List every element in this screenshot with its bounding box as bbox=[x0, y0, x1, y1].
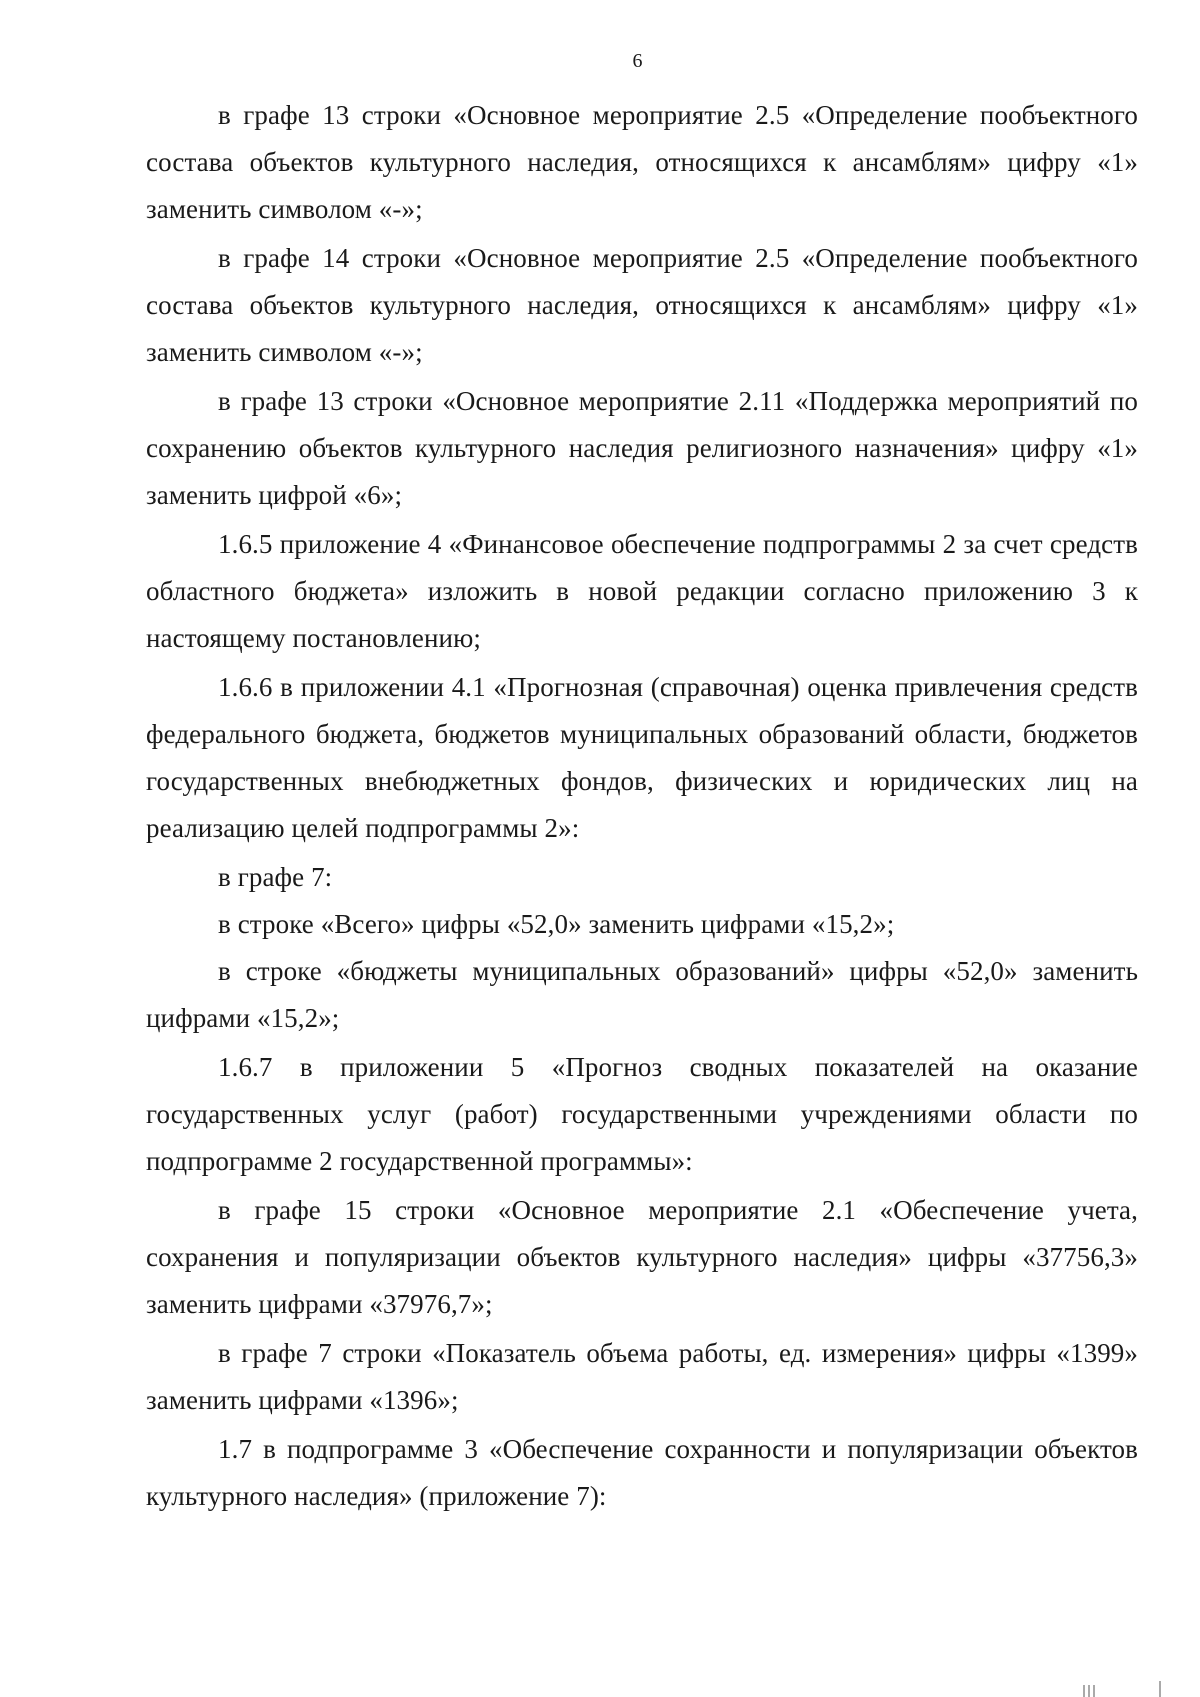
paragraph-6: в графе 7: bbox=[218, 862, 333, 892]
paragraph-9: 1.6.7 в приложении 5 «Прогноз сводных показателей на оказание государственных услуг (работ) государственными учреждениями области по подпрограмме 2 государственной программы»: bbox=[146, 1052, 1138, 1176]
paragraph-5: 1.6.6 в приложении 4.1 «Прогнозная (справочная) оценка привлечения средств федерального бюджета, бюджетов муниципальных образований области, бюджетов государственных внебюджетных фондов, физических и юридических лиц на реализацию целей подпрограммы 2»: bbox=[146, 672, 1138, 843]
paragraph-12: 1.7 в подпрограмме 3 «Обеспечение сохранности и популяризации объектов культурного наследия» (приложение 7): bbox=[146, 1434, 1138, 1511]
paragraph-7: в строке «Всего» цифры «52,0» заменить цифрами «15,2»; bbox=[218, 909, 895, 939]
paragraph-4: 1.6.5 приложение 4 «Финансовое обеспечение подпрограммы 2 за счет средств областного бюджета» изложить в новой редакции согласно приложению 3 к настоящему постановлению; bbox=[146, 529, 1138, 653]
paragraph-3: в графе 13 строки «Основное мероприятие 2.11 «Поддержка мероприятий по сохранению объектов культурного наследия религиозного назначения» цифру «1» заменить цифрой «6»; bbox=[146, 386, 1138, 510]
paragraph-2: в графе 14 строки «Основное мероприятие 2.5 «Определение пообъектного состава объектов культурного наследия, относящихся к ансамблям» цифру «1» заменить символом «-»; bbox=[146, 243, 1138, 367]
paragraph-8: в строке «бюджеты муниципальных образований» цифры «52,0» заменить цифрами «15,2»; bbox=[146, 956, 1138, 1033]
paragraph-1: в графе 13 строки «Основное мероприятие 2.5 «Определение пообъектного состава объектов культурного наследия, относящихся к ансамблям» цифру «1» заменить символом «-»; bbox=[146, 100, 1138, 224]
paragraph-10: в графе 15 строки «Основное мероприятие 2.1 «Обеспечение учета, сохранения и популяризации объектов культурного наследия» цифры «37756,3» заменить цифрами «37976,7»; bbox=[146, 1195, 1138, 1319]
page-number: 6 bbox=[632, 50, 643, 72]
paragraph-11: в графе 7 строки «Показатель объема работы, ед. измерения» цифры «1399» заменить цифрами «1396»; bbox=[146, 1338, 1138, 1415]
document-body bbox=[146, 92, 1138, 1520]
scan-artifact-marks bbox=[1080, 1677, 1200, 1697]
